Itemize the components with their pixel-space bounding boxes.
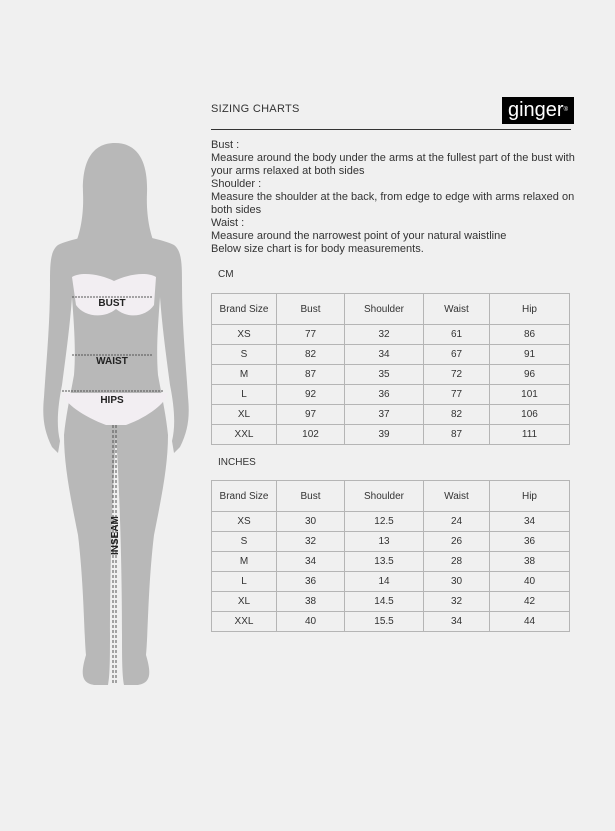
table-row xyxy=(212,385,570,405)
table-cell: 12.5 xyxy=(345,512,424,532)
bust-instruction: Measure around the body under the arms at the fullest part of the bust with your arms relaxed at both sides xyxy=(211,152,575,177)
table-cell: 87 xyxy=(424,425,490,445)
shoulder-heading: Shoulder : xyxy=(211,178,262,190)
table-cell: 34 xyxy=(345,345,424,365)
table-cell: 32 xyxy=(424,592,490,612)
body-figure xyxy=(30,135,200,695)
measurement-instructions xyxy=(211,139,581,256)
table-row xyxy=(212,365,570,385)
table-cell: 35 xyxy=(345,365,424,385)
table-header-row xyxy=(212,481,570,512)
table-cell: 111 xyxy=(490,425,570,445)
table-cell: 42 xyxy=(490,592,570,612)
table-cell: 34 xyxy=(277,552,345,572)
waist-instruction: Measure around the narrowest point of your natural waistline xyxy=(211,230,507,242)
table-cell: 91 xyxy=(490,345,570,365)
table-row xyxy=(212,325,570,345)
inches-label: INCHES xyxy=(218,457,256,468)
inseam-label: INSEAM xyxy=(110,516,121,555)
waist-label: WAIST xyxy=(96,356,128,367)
table-row xyxy=(212,572,570,592)
table-cell: 87 xyxy=(277,365,345,385)
table-cell: 38 xyxy=(277,592,345,612)
logo-text: ginger xyxy=(507,99,564,121)
table-row xyxy=(212,425,570,445)
header-cell: Bust xyxy=(277,294,345,325)
table-cell: 14 xyxy=(345,572,424,592)
table-cell: 36 xyxy=(277,572,345,592)
table-header-row xyxy=(212,294,570,325)
cm-size-table xyxy=(211,293,570,445)
table-cell: M xyxy=(212,365,277,385)
table-cell: 39 xyxy=(345,425,424,445)
table-cell: 77 xyxy=(277,325,345,345)
table-cell: 30 xyxy=(277,512,345,532)
table-cell: 97 xyxy=(277,405,345,425)
table-row xyxy=(212,552,570,572)
table-row xyxy=(212,532,570,552)
table-cell: 30 xyxy=(424,572,490,592)
header-cell: Shoulder xyxy=(345,481,424,512)
table-cell: 24 xyxy=(424,512,490,532)
bust-label: BUST xyxy=(98,298,126,309)
header-cell: Brand Size xyxy=(212,481,277,512)
table-cell: 38 xyxy=(490,552,570,572)
chart-note: Below size chart is for body measurements. xyxy=(211,243,424,255)
table-cell: 102 xyxy=(277,425,345,445)
table-cell: 92 xyxy=(277,385,345,405)
inches-size-table xyxy=(211,480,570,632)
table-cell: 36 xyxy=(345,385,424,405)
table-cell: 13.5 xyxy=(345,552,424,572)
table-cell: XL xyxy=(212,405,277,425)
table-cell: 40 xyxy=(490,572,570,592)
hips-label: HIPS xyxy=(100,395,124,406)
header-cell: Waist xyxy=(424,481,490,512)
table-cell: XXL xyxy=(212,612,277,632)
header-cell: Hip xyxy=(490,481,570,512)
table-cell: 26 xyxy=(424,532,490,552)
table-cell: 86 xyxy=(490,325,570,345)
table-cell: 101 xyxy=(490,385,570,405)
table-cell: 72 xyxy=(424,365,490,385)
table-cell: 40 xyxy=(277,612,345,632)
header-cell: Shoulder xyxy=(345,294,424,325)
table-cell: L xyxy=(212,572,277,592)
table-cell: XS xyxy=(212,325,277,345)
table-cell: 106 xyxy=(490,405,570,425)
bust-heading: Bust : xyxy=(211,139,240,151)
table-cell: XXL xyxy=(212,425,277,445)
header-divider xyxy=(211,129,571,130)
waist-heading: Waist : xyxy=(211,217,245,229)
shoulder-instruction: Measure the shoulder at the back, from edge to edge with arms relaxed on both sides xyxy=(211,191,575,216)
table-cell: 37 xyxy=(345,405,424,425)
table-cell: M xyxy=(212,552,277,572)
table-cell: 67 xyxy=(424,345,490,365)
table-cell: 15.5 xyxy=(345,612,424,632)
table-cell: 34 xyxy=(490,512,570,532)
table-cell: 77 xyxy=(424,385,490,405)
table-cell: 44 xyxy=(490,612,570,632)
table-cell: 32 xyxy=(345,325,424,345)
page-title: SIZING CHARTS xyxy=(211,103,300,115)
table-cell: 82 xyxy=(424,405,490,425)
table-row xyxy=(212,345,570,365)
table-cell: 14.5 xyxy=(345,592,424,612)
table-cell: 32 xyxy=(277,532,345,552)
table-cell: 13 xyxy=(345,532,424,552)
table-row xyxy=(212,612,570,632)
cm-label: CM xyxy=(218,269,234,280)
header-cell: Brand Size xyxy=(212,294,277,325)
table-cell: S xyxy=(212,532,277,552)
brand-logo: ginger® xyxy=(502,97,574,124)
table-row xyxy=(212,405,570,425)
header-cell: Waist xyxy=(424,294,490,325)
table-cell: XL xyxy=(212,592,277,612)
table-cell: 28 xyxy=(424,552,490,572)
table-cell: 34 xyxy=(424,612,490,632)
table-cell: L xyxy=(212,385,277,405)
table-cell: S xyxy=(212,345,277,365)
table-row xyxy=(212,512,570,532)
table-cell: 82 xyxy=(277,345,345,365)
header-cell: Hip xyxy=(490,294,570,325)
table-cell: 61 xyxy=(424,325,490,345)
table-cell: 36 xyxy=(490,532,570,552)
table-cell: 96 xyxy=(490,365,570,385)
table-cell: XS xyxy=(212,512,277,532)
header-cell: Bust xyxy=(277,481,345,512)
table-row xyxy=(212,592,570,612)
